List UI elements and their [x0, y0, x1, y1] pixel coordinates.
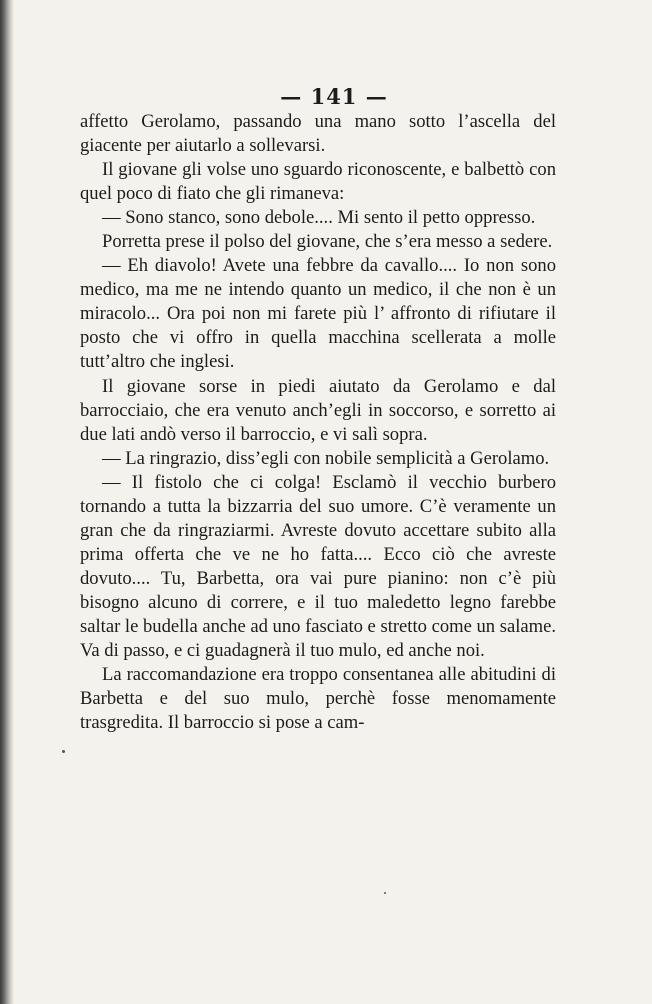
paragraph-3: — Sono stanco, sono debole.... Mi sento il petto oppresso.	[102, 207, 536, 229]
binding-edge	[0, 0, 14, 1004]
paragraph-9: La raccomandazione era troppo consentanea alle abitudini di Barbetta e del suo mulo, perchè fosse menomamente trasgredita. Il barroccio si pose a cam-	[80, 664, 556, 734]
paragraph-1: affetto Gerolamo, passando una mano sotto l’ascella del giacente per aiutarlo a sollevarsi.	[80, 111, 556, 157]
paper-speck	[384, 892, 386, 894]
paragraph-7: — La ringrazio, diss’egli con nobile semplicità a Gerolamo.	[102, 447, 550, 469]
paragraph-8: — Il fistolo che ci colga! Esclamò il vecchio burbero tornando a tutta la bizzarria del suo umore. C’è veramente un gran che da ringraziarmi. Avreste dovuto accettare subito alla prima offerta che ve ne ho fatta.... Ecco ciò che avreste dovuto.... Tu, Barbetta, ora vai pure pianino: non c’è più bisogno alcuno di correre, e il tuo maledetto legno farebbe saltar le budella anche ad uno fasciato e stretto come un salame. Va di passo, e ci guadagnerà il tuo mulo, ed anche noi.	[80, 471, 557, 662]
body-text	[80, 110, 556, 735]
paragraph-2: Il giovane gli volse uno sguardo riconoscente, e balbettò con quel poco di fiato che gli rimaneva:	[80, 159, 556, 205]
paper-speck	[62, 750, 65, 753]
paragraph-5: — Eh diavolo! Avete una febbre da cavallo.... Io non sono medico, ma me ne intendo quanto un medico, il che non è un miracolo... Ora poi non mi farete più l’ affronto di rifiutare il posto che vi offro in quella macchina scellerata a molle tutt’altro che inglesi.	[80, 255, 556, 373]
paragraph-4: Porretta prese il polso del giovane, che s’era messo a sedere.	[102, 231, 553, 253]
page-number: — 141 —	[280, 84, 388, 109]
paragraph-6: Il giovane sorse in piedi aiutato da Gerolamo e dal barrocciaio, che era venuto anch’egli in soccorso, e sorretto ai due lati andò verso il barroccio, e vi salì sopra.	[80, 375, 556, 445]
